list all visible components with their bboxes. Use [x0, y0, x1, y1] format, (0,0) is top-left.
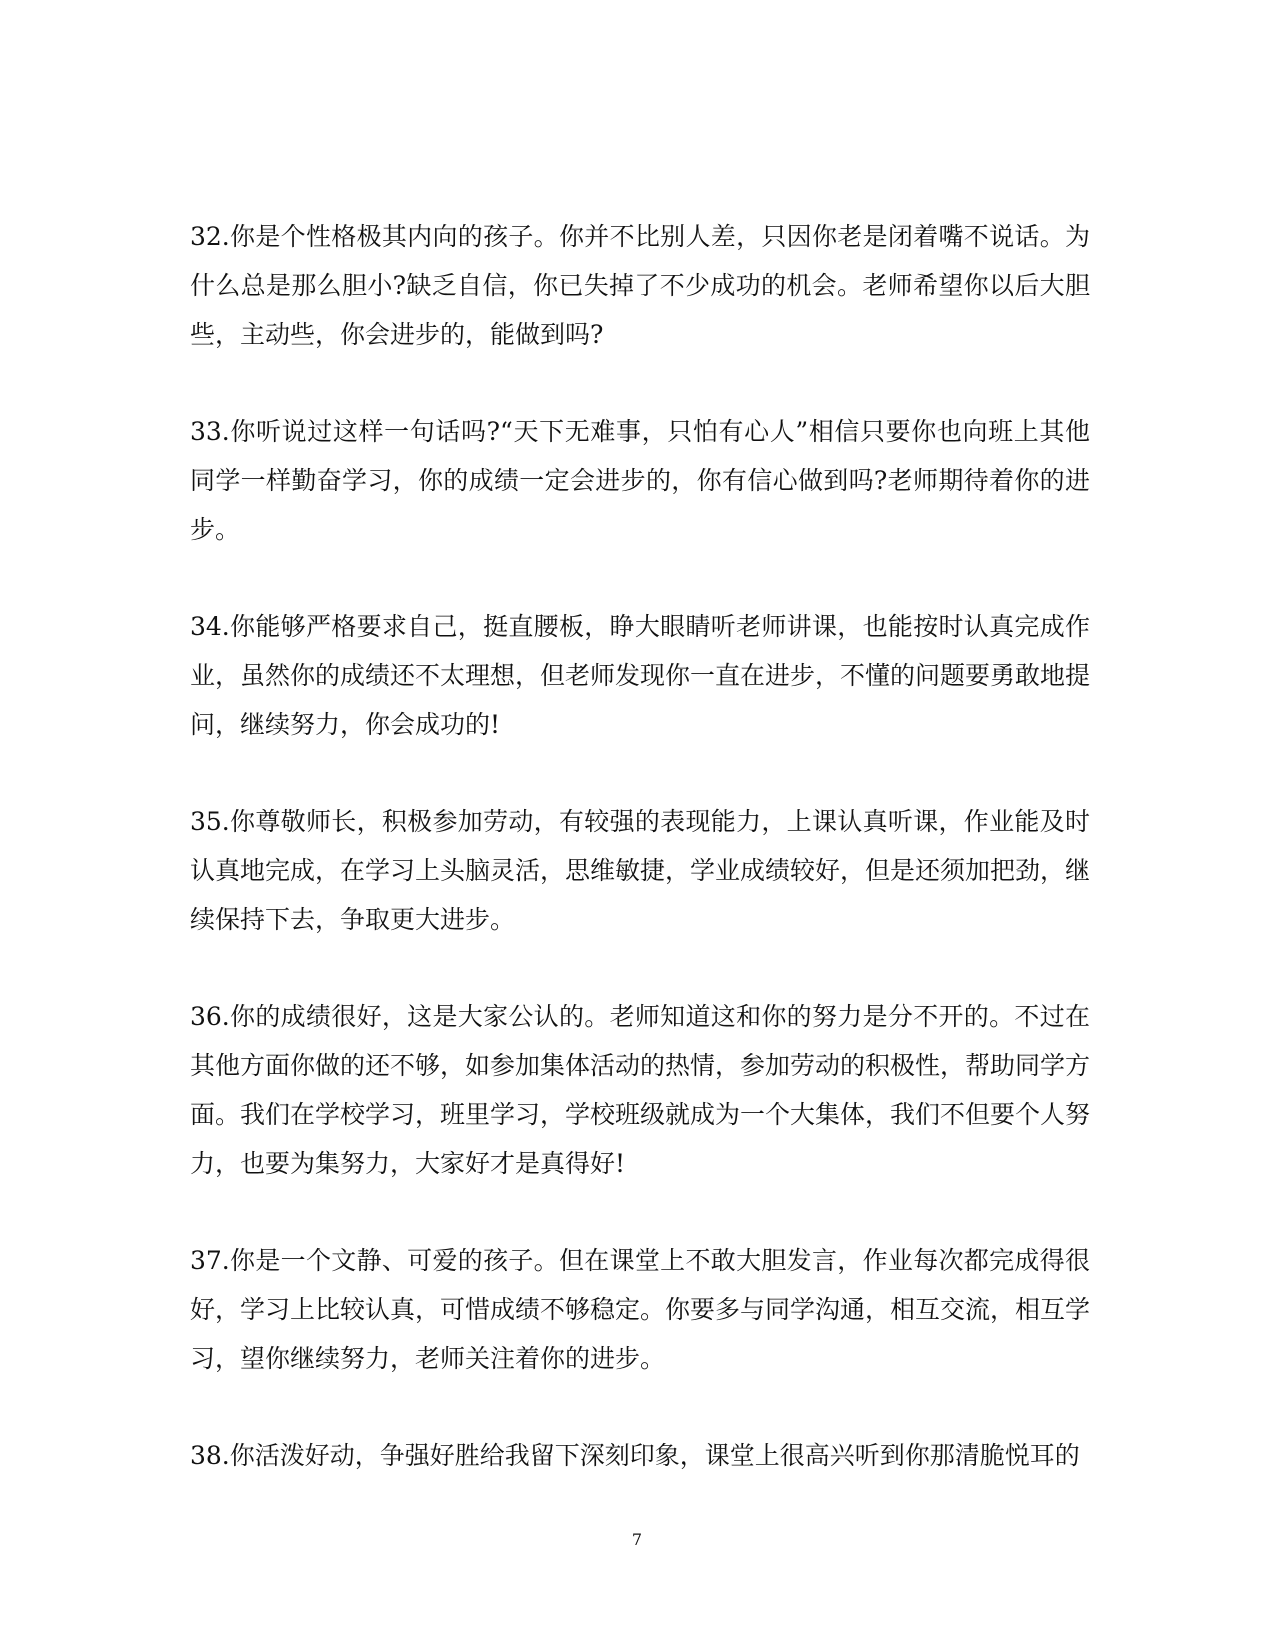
- paragraph-38: 38.你活泼好动，争强好胜给我留下深刻印象，课堂上很高兴听到你那清脆悦耳的: [190, 1441, 1080, 1470]
- page-number: 7: [631, 1530, 643, 1549]
- paragraph-32: 32.你是个性格极其内向的孩子。你并不比别人差，只因你老是闭着嘴不说话。为什么总是那么胆小?缺乏自信，你已失掉了不少成功的机会。老师希望你以后大胆些，主动些，你会进步的，能做到吗?: [190, 222, 1090, 349]
- paragraph-35: 35.你尊敬师长，积极参加劳动，有较强的表现能力，上课认真听课，作业能及时认真地完成，在学习上头脑灵活，思维敏捷，学业成绩较好，但是还须加把劲，继续保持下去，争取更大进步。: [190, 807, 1091, 934]
- document-body: [190, 212, 1090, 1480]
- paragraph-36: 36.你的成绩很好，这是大家公认的。老师知道这和你的努力是分不开的。不过在其他方面你做的还不够，如参加集体活动的热情，参加劳动的积极性，帮助同学方面。我们在学校学习，班里学习，学校班级就成为一个大集体，我们不但要个人努力，也要为集努力，大家好才是真得好!: [190, 1002, 1091, 1178]
- paragraph-37: 37.你是一个文静、可爱的孩子。但在课堂上不敢大胆发言，作业每次都完成得很好，学习上比较认真，可惜成绩不够稳定。你要多与同学沟通，相互交流，相互学习，望你继续努力，老师关注着你的进步。: [190, 1246, 1091, 1373]
- paragraph-33: 33.你听说过这样一句话吗?“天下无难事，只怕有心人”相信只要你也向班上其他同学一样勤奋学习，你的成绩一定会进步的，你有信心做到吗?老师期待着你的进步。: [190, 417, 1090, 544]
- paragraph-34: 34.你能够严格要求自己，挺直腰板，睁大眼睛听老师讲课，也能按时认真完成作业，虽然你的成绩还不太理想，但老师发现你一直在进步，不懂的问题要勇敢地提问，继续努力，你会成功的!: [190, 612, 1091, 739]
